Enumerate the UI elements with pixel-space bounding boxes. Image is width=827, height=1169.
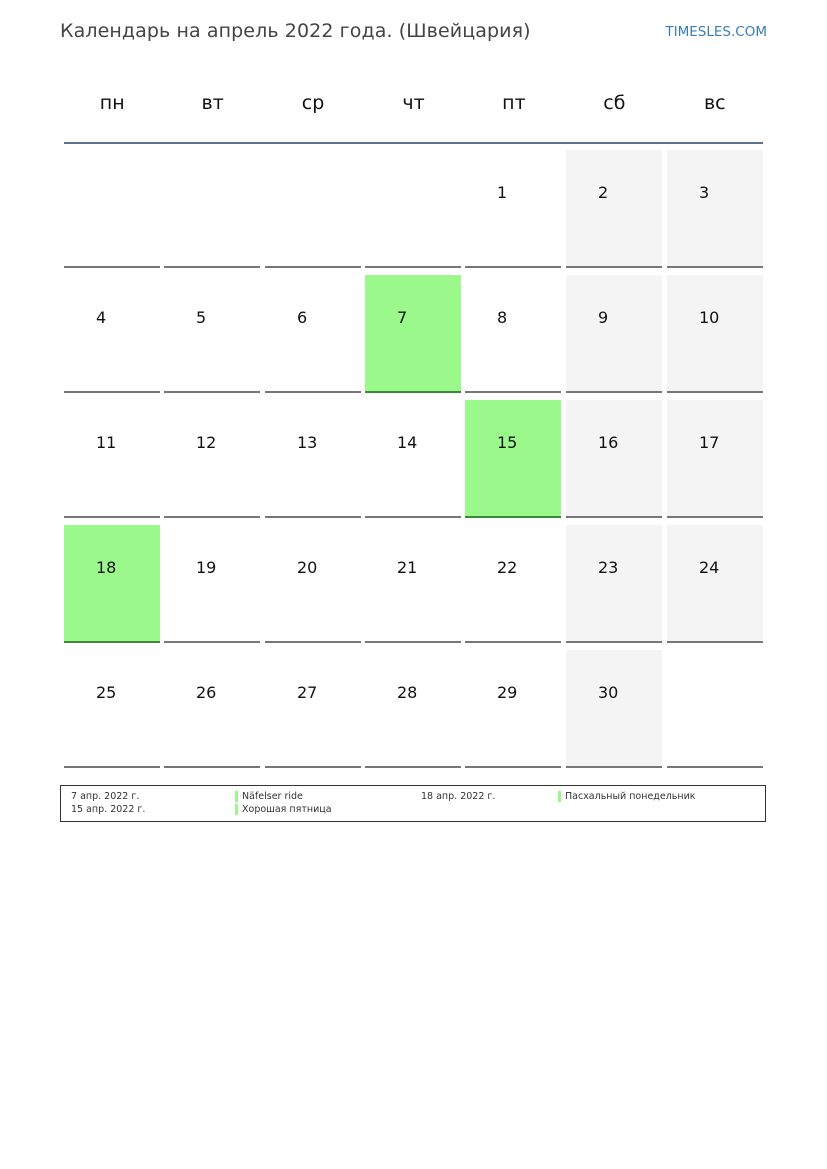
header-divider [64,142,763,144]
legend-holiday-name: Пасхальный понедельник [558,791,696,802]
day-number: 4 [96,308,107,327]
calendar-day-empty [265,150,361,268]
calendar-day [64,650,160,768]
calendar-day-holiday [465,400,561,518]
calendar-day-weekend [566,525,662,643]
legend-date: 7 апр. 2022 г. [71,791,140,802]
day-number: 16 [598,433,619,452]
day-number: 28 [397,683,418,702]
calendar-day [265,400,361,518]
legend-date: 18 апр. 2022 г. [421,791,496,802]
weekday-label: вт [201,92,224,114]
day-number: 12 [196,433,217,452]
calendar-day [164,650,260,768]
calendar-day-weekend [566,400,662,518]
site-brand-link[interactable]: TIMESLES.COM [665,24,767,40]
legend-holiday-name: Näfelser ride [235,791,303,802]
page-title: Календарь на апрель 2022 года. (Швейцария) [60,20,531,42]
day-number: 14 [397,433,418,452]
day-number: 7 [397,308,408,327]
calendar-day [365,650,461,768]
calendar-day-weekend [667,400,763,518]
day-number: 15 [497,433,518,452]
calendar-day-holiday [64,525,160,643]
calendar-day-weekend [667,275,763,393]
day-number: 2 [598,183,609,202]
calendar-day [365,400,461,518]
calendar-day-empty [667,650,763,768]
day-number: 23 [598,558,619,577]
calendar-day-holiday [365,275,461,393]
day-number: 24 [699,558,720,577]
calendar-day [465,525,561,643]
calendar-day [164,525,260,643]
day-number: 26 [196,683,217,702]
day-number: 30 [598,683,619,702]
calendar-day-empty [64,150,160,268]
day-number: 5 [196,308,207,327]
day-number: 29 [497,683,518,702]
day-number: 20 [297,558,318,577]
calendar-day-weekend [667,525,763,643]
day-number: 25 [96,683,117,702]
weekday-label: вс [703,92,726,114]
day-number: 19 [196,558,217,577]
legend-holiday-name: Хорошая пятница [235,804,332,815]
day-number: 18 [96,558,117,577]
day-number: 13 [297,433,318,452]
calendar-day [465,650,561,768]
calendar-day [265,275,361,393]
day-number: 3 [699,183,710,202]
calendar-day-weekend [566,150,662,268]
calendar-day [265,525,361,643]
calendar-day-weekend [566,650,662,768]
day-number: 8 [497,308,508,327]
day-number: 17 [699,433,720,452]
weekday-label: пн [99,92,125,114]
calendar-day-empty [164,150,260,268]
calendar-day [64,275,160,393]
legend-date: 15 апр. 2022 г. [71,804,146,815]
calendar-day [265,650,361,768]
holiday-legend [60,785,766,822]
calendar-day-empty [365,150,461,268]
day-number: 22 [497,558,518,577]
day-number: 10 [699,308,720,327]
calendar-day [64,400,160,518]
calendar-day [465,275,561,393]
day-number: 6 [297,308,308,327]
calendar-day [465,150,561,268]
day-number: 1 [497,183,508,202]
day-number: 9 [598,308,609,327]
calendar-day-weekend [566,275,662,393]
calendar-day [164,275,260,393]
weekday-label: пт [502,92,526,114]
weekday-label: сб [603,92,626,114]
day-number: 27 [297,683,318,702]
weekday-label: ср [301,92,325,114]
calendar-day [365,525,461,643]
day-number: 21 [397,558,418,577]
day-number: 11 [96,433,117,452]
weekday-label: чт [402,92,425,114]
weekday-header-row [62,84,765,142]
calendar-day [164,400,260,518]
calendar-day-weekend [667,150,763,268]
